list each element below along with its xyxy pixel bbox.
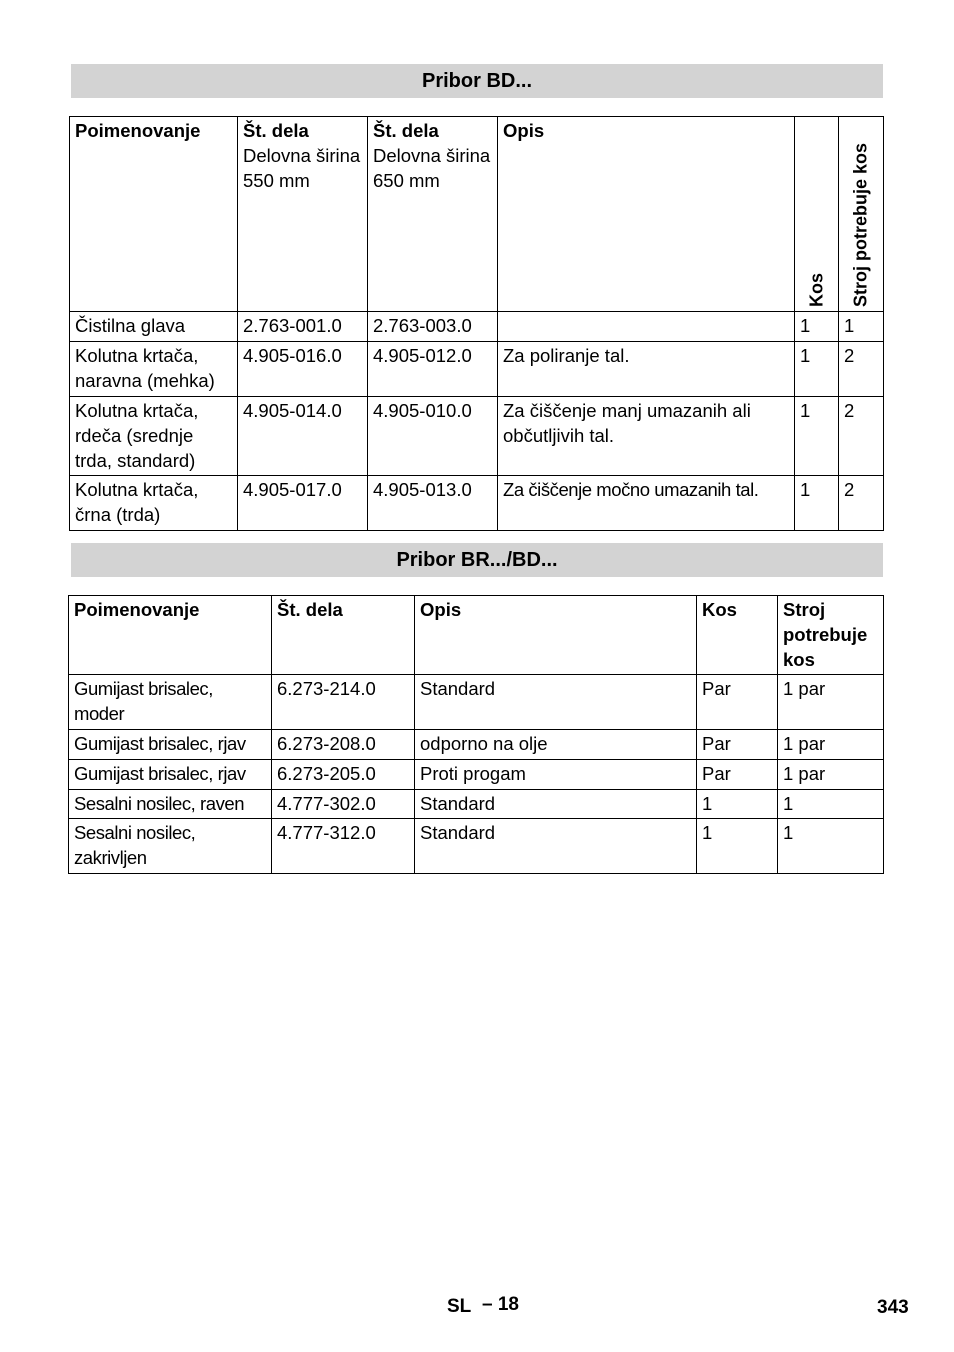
cell-desc bbox=[498, 312, 795, 342]
cell-name: Kolutna krtača, naravna (mehka) bbox=[70, 342, 238, 397]
cell-qty: 1 bbox=[697, 790, 778, 819]
cell-qty: 1 bbox=[795, 312, 839, 342]
cell-qty: 1 bbox=[795, 476, 839, 531]
cell-part-650: 4.905-013.0 bbox=[368, 476, 498, 531]
table-row bbox=[70, 312, 884, 342]
table-header-row bbox=[70, 117, 884, 312]
cell-machine-qty: 2 bbox=[839, 342, 884, 397]
col-header-machine-qty: Stroj potrebuje kos bbox=[778, 596, 884, 675]
cell-name: Gumijast brisalec, rjav bbox=[69, 730, 272, 760]
cell-desc: Standard bbox=[415, 675, 697, 730]
cell-machine-qty: 1 bbox=[778, 790, 884, 819]
cell-name: Gumijast brisalec, rjav bbox=[69, 760, 272, 790]
cell-desc: odporno na olje bbox=[415, 730, 697, 760]
col-header-desc: Opis bbox=[498, 117, 795, 312]
cell-machine-qty: 1 par bbox=[778, 730, 884, 760]
cell-desc: Standard bbox=[415, 819, 697, 874]
accessories-table-br-bd bbox=[68, 595, 884, 874]
cell-desc: Standard bbox=[415, 790, 697, 819]
accessories-table-bd bbox=[69, 116, 884, 531]
cell-part-550: 4.905-014.0 bbox=[238, 397, 368, 476]
table-row bbox=[70, 476, 884, 531]
cell-part: 6.273-214.0 bbox=[272, 675, 415, 730]
col-header-qty: Kos bbox=[697, 596, 778, 675]
cell-machine-qty: 1 bbox=[778, 819, 884, 874]
cell-part: 6.273-205.0 bbox=[272, 760, 415, 790]
col-header-part-650: Št. dela Delovna širina 650 mm bbox=[368, 117, 498, 312]
footer-language: SL bbox=[447, 1296, 472, 1317]
col-header-desc: Opis bbox=[415, 596, 697, 675]
cell-part-650: 4.905-012.0 bbox=[368, 342, 498, 397]
footer-page-local: – 18 bbox=[482, 1294, 519, 1315]
cell-name: Kolutna krtača, črna (trda) bbox=[70, 476, 238, 531]
cell-part-650: 4.905-010.0 bbox=[368, 397, 498, 476]
cell-part: 4.777-302.0 bbox=[272, 790, 415, 819]
cell-qty: 1 bbox=[795, 397, 839, 476]
cell-qty: Par bbox=[697, 730, 778, 760]
cell-name: Sesalni nosilec, raven bbox=[69, 790, 272, 819]
cell-machine-qty: 1 bbox=[839, 312, 884, 342]
cell-part-550: 4.905-016.0 bbox=[238, 342, 368, 397]
cell-qty: Par bbox=[697, 760, 778, 790]
cell-qty: 1 bbox=[697, 819, 778, 874]
table-row bbox=[69, 730, 884, 760]
cell-machine-qty: 2 bbox=[839, 476, 884, 531]
col-header-name: Poimenovanje bbox=[69, 596, 272, 675]
cell-machine-qty: 1 par bbox=[778, 760, 884, 790]
cell-name: Gumijast brisalec, moder bbox=[69, 675, 272, 730]
cell-part-550: 4.905-017.0 bbox=[238, 476, 368, 531]
table-row bbox=[69, 790, 884, 819]
cell-name: Sesalni nosilec, zakrivljen bbox=[69, 819, 272, 874]
section-title-pribor-bd: Pribor BD... bbox=[71, 64, 883, 98]
cell-machine-qty: 2 bbox=[839, 397, 884, 476]
col-header-machine-qty: Stroj potrebuje kos bbox=[839, 117, 884, 312]
table-row bbox=[69, 819, 884, 874]
cell-machine-qty: 1 par bbox=[778, 675, 884, 730]
table-row bbox=[70, 342, 884, 397]
cell-part: 4.777-312.0 bbox=[272, 819, 415, 874]
cell-desc: Za čiščenje manj umazanih ali občutljivih tal. bbox=[498, 397, 795, 476]
col-header-part: Št. dela bbox=[272, 596, 415, 675]
cell-part-550: 2.763-001.0 bbox=[238, 312, 368, 342]
table-header-row bbox=[69, 596, 884, 675]
cell-desc: Proti progam bbox=[415, 760, 697, 790]
cell-desc: Za čiščenje močno umazanih tal. bbox=[498, 476, 795, 531]
table-row bbox=[69, 675, 884, 730]
cell-desc: Za poliranje tal. bbox=[498, 342, 795, 397]
col-header-qty: Kos bbox=[795, 117, 839, 312]
col-header-name: Poimenovanje bbox=[70, 117, 238, 312]
cell-name: Kolutna krtača, rdeča (srednje trda, standard) bbox=[70, 397, 238, 476]
table-row bbox=[69, 760, 884, 790]
section-title-pribor-br-bd: Pribor BR.../BD... bbox=[71, 543, 883, 577]
footer-page-number: 343 bbox=[877, 1297, 909, 1318]
table-row bbox=[70, 397, 884, 476]
cell-qty: 1 bbox=[795, 342, 839, 397]
cell-part-650: 2.763-003.0 bbox=[368, 312, 498, 342]
cell-name: Čistilna glava bbox=[70, 312, 238, 342]
cell-qty: Par bbox=[697, 675, 778, 730]
cell-part: 6.273-208.0 bbox=[272, 730, 415, 760]
col-header-part-550: Št. dela Delovna širina 550 mm bbox=[238, 117, 368, 312]
